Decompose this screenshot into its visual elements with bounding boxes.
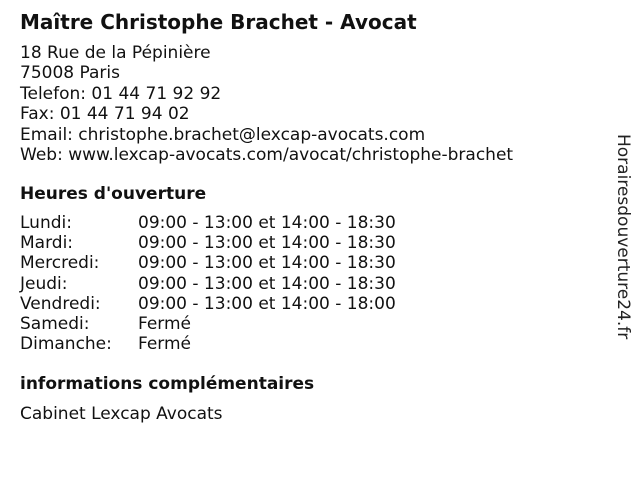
day-label: Samedi: — [20, 313, 90, 334]
time-value: Fermé — [138, 334, 192, 355]
contact-info — [20, 43, 513, 165]
website-url: Web: www.lexcap-avocats.com/avocat/christophe-brachet — [20, 145, 514, 166]
email-address: Email: christophe.brachet@lexcap-avocats.com — [20, 124, 426, 145]
fax-number: Fax: 01 44 71 94 02 — [20, 104, 190, 125]
day-label: Mercredi: — [20, 253, 100, 274]
day-label: Vendredi: — [20, 293, 101, 314]
site-watermark: Horairesdouverture24.fr — [613, 134, 633, 340]
day-label: Mardi: — [20, 233, 74, 254]
extra-info-heading: informations complémentaires — [20, 374, 315, 394]
day-label: Dimanche: — [20, 334, 112, 355]
phone-number: Telefon: 01 44 71 92 92 — [20, 83, 222, 104]
day-label: Jeudi: — [20, 273, 68, 294]
time-value: 09:00 - 13:00 et 14:00 - 18:00 — [138, 293, 396, 314]
address-street: 18 Rue de la Pépinière — [20, 43, 211, 63]
time-value: 09:00 - 13:00 et 14:00 - 18:30 — [138, 213, 396, 233]
page-title: Maître Christophe Brachet - Avocat — [20, 10, 417, 34]
address-city: 75008 Paris — [20, 63, 120, 84]
extra-info-text: Cabinet Lexcap Avocats — [20, 404, 223, 424]
time-value: 09:00 - 13:00 et 14:00 - 18:30 — [138, 273, 396, 294]
day-label: Lundi: — [20, 213, 72, 233]
time-value: Fermé — [138, 313, 192, 334]
time-value: 09:00 - 13:00 et 14:00 - 18:30 — [138, 253, 396, 274]
hours-heading: Heures d'ouverture — [20, 184, 207, 204]
time-value: 09:00 - 13:00 et 14:00 - 18:30 — [138, 233, 396, 254]
